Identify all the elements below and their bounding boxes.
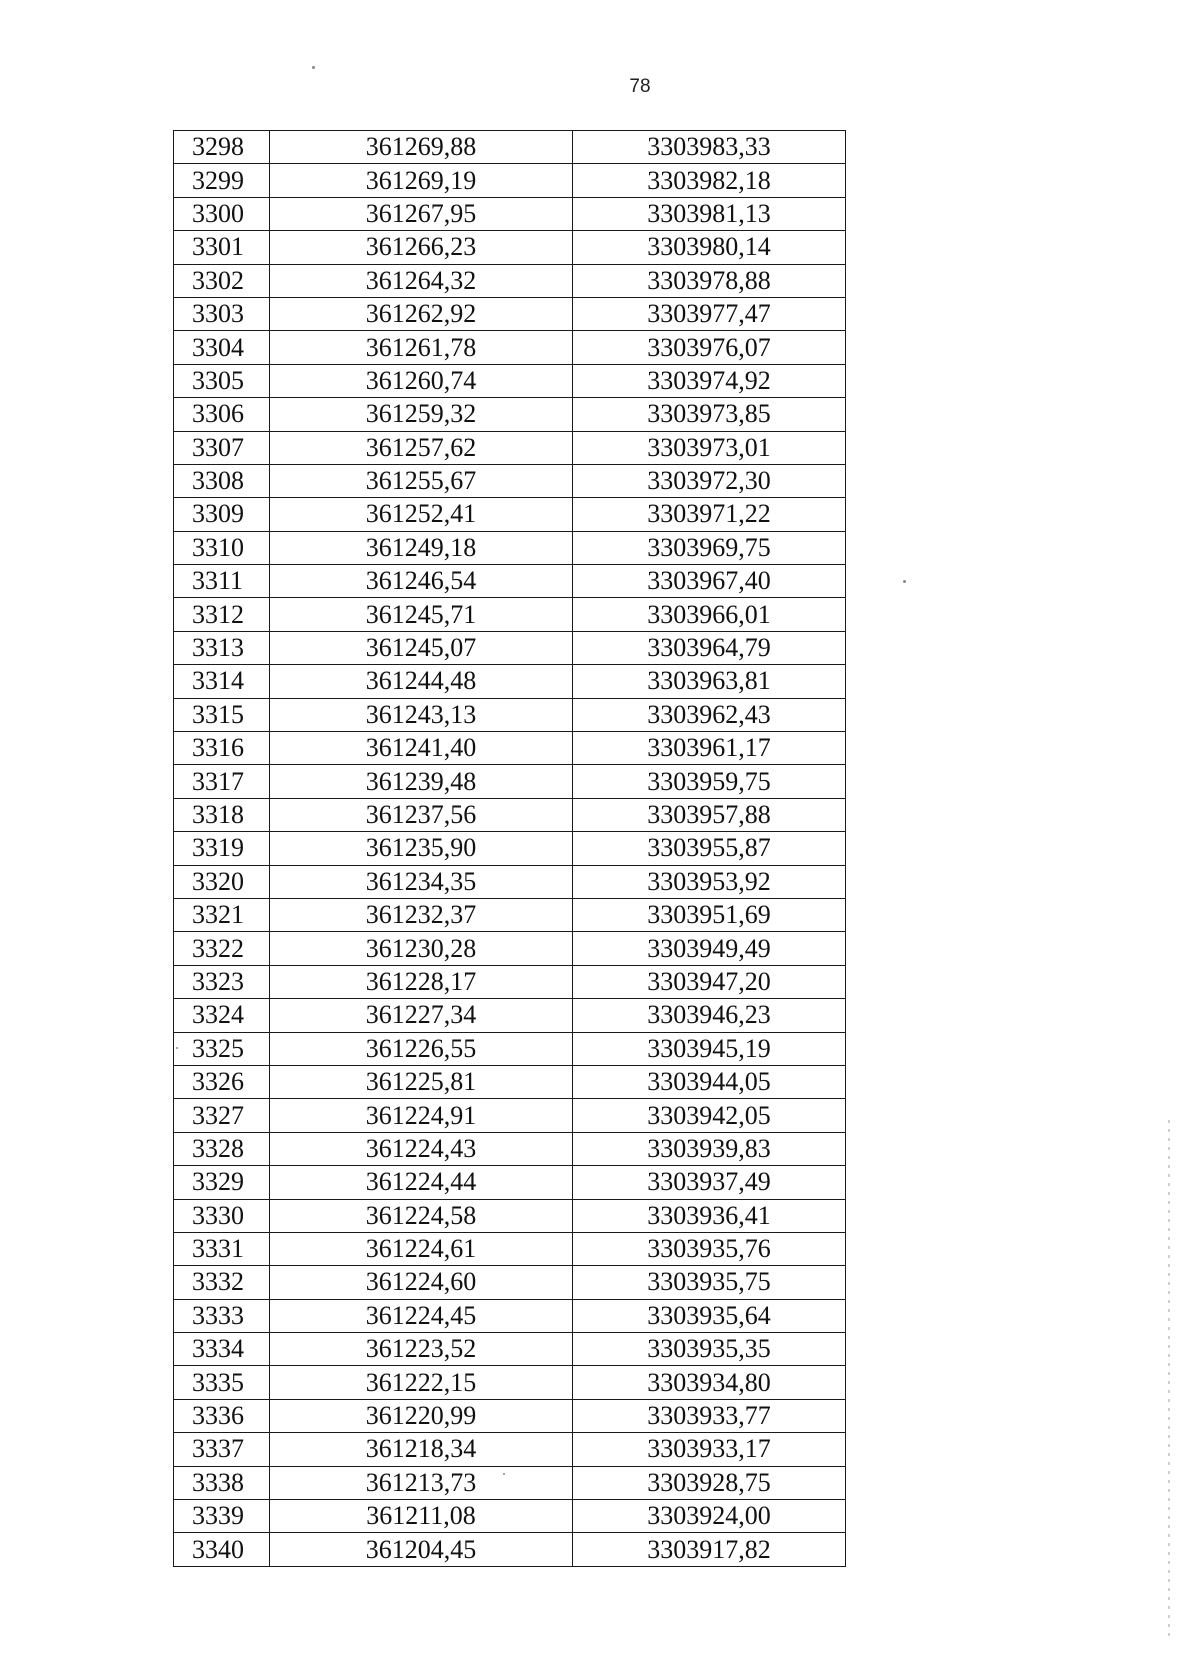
y-coordinate-cell: 3303969,75 bbox=[573, 531, 846, 564]
point-number-cell: 3306 bbox=[174, 398, 270, 431]
table-row bbox=[174, 1299, 846, 1332]
table-row bbox=[174, 1032, 846, 1065]
y-coordinate-cell: 3303946,23 bbox=[573, 999, 846, 1032]
table-row bbox=[174, 798, 846, 831]
x-coordinate-cell: 361225,81 bbox=[270, 1065, 573, 1098]
y-coordinate-cell: 3303928,75 bbox=[573, 1466, 846, 1499]
x-coordinate-cell: 361234,35 bbox=[270, 865, 573, 898]
table-row bbox=[174, 1466, 846, 1499]
x-coordinate-cell: 361213,73 bbox=[270, 1466, 573, 1499]
x-coordinate-cell: 361228,17 bbox=[270, 965, 573, 998]
y-coordinate-cell: 3303967,40 bbox=[573, 565, 846, 598]
point-number-cell: 3331 bbox=[174, 1232, 270, 1265]
table-row bbox=[174, 631, 846, 664]
x-coordinate-cell: 361224,45 bbox=[270, 1299, 573, 1332]
table-row bbox=[174, 1166, 846, 1199]
y-coordinate-cell: 3303935,76 bbox=[573, 1232, 846, 1265]
point-number-cell: 3304 bbox=[174, 331, 270, 364]
table-row bbox=[174, 364, 846, 397]
table-row bbox=[174, 999, 846, 1032]
x-coordinate-cell: 361211,08 bbox=[270, 1500, 573, 1533]
point-number-cell: 3333 bbox=[174, 1299, 270, 1332]
x-coordinate-cell: 361259,32 bbox=[270, 398, 573, 431]
scan-speck bbox=[503, 1473, 505, 1475]
y-coordinate-cell: 3303933,17 bbox=[573, 1433, 846, 1466]
point-number-cell: 3327 bbox=[174, 1099, 270, 1132]
scan-speck bbox=[176, 1047, 178, 1049]
x-coordinate-cell: 361269,19 bbox=[270, 164, 573, 197]
table-row bbox=[174, 1266, 846, 1299]
y-coordinate-cell: 3303973,85 bbox=[573, 398, 846, 431]
table-row bbox=[174, 565, 846, 598]
x-coordinate-cell: 361241,40 bbox=[270, 732, 573, 765]
x-coordinate-cell: 361239,48 bbox=[270, 765, 573, 798]
y-coordinate-cell: 3303959,75 bbox=[573, 765, 846, 798]
point-number-cell: 3332 bbox=[174, 1266, 270, 1299]
point-number-cell: 3321 bbox=[174, 898, 270, 931]
x-coordinate-cell: 361246,54 bbox=[270, 565, 573, 598]
table-row bbox=[174, 1199, 846, 1232]
table-row bbox=[174, 598, 846, 631]
y-coordinate-cell: 3303976,07 bbox=[573, 331, 846, 364]
page-number: 78 bbox=[629, 76, 651, 97]
table-row bbox=[174, 1232, 846, 1265]
x-coordinate-cell: 361266,23 bbox=[270, 231, 573, 264]
y-coordinate-cell: 3303953,92 bbox=[573, 865, 846, 898]
x-coordinate-cell: 361230,28 bbox=[270, 932, 573, 965]
y-coordinate-cell: 3303973,01 bbox=[573, 431, 846, 464]
point-number-cell: 3300 bbox=[174, 197, 270, 230]
point-number-cell: 3303 bbox=[174, 297, 270, 330]
x-coordinate-cell: 361224,44 bbox=[270, 1166, 573, 1199]
y-coordinate-cell: 3303957,88 bbox=[573, 798, 846, 831]
x-coordinate-cell: 361249,18 bbox=[270, 531, 573, 564]
point-number-cell: 3305 bbox=[174, 364, 270, 397]
table-row bbox=[174, 1433, 846, 1466]
y-coordinate-cell: 3303935,64 bbox=[573, 1299, 846, 1332]
y-coordinate-cell: 3303980,14 bbox=[573, 231, 846, 264]
y-coordinate-cell: 3303939,83 bbox=[573, 1132, 846, 1165]
y-coordinate-cell: 3303972,30 bbox=[573, 464, 846, 497]
x-coordinate-cell: 361237,56 bbox=[270, 798, 573, 831]
x-coordinate-cell: 361204,45 bbox=[270, 1533, 573, 1566]
y-coordinate-cell: 3303977,47 bbox=[573, 297, 846, 330]
y-coordinate-cell: 3303961,17 bbox=[573, 732, 846, 765]
x-coordinate-cell: 361245,71 bbox=[270, 598, 573, 631]
point-number-cell: 3298 bbox=[174, 131, 270, 164]
scan-edge-artifact bbox=[1168, 1120, 1170, 1640]
point-number-cell: 3308 bbox=[174, 464, 270, 497]
point-number-cell: 3323 bbox=[174, 965, 270, 998]
x-coordinate-cell: 361267,95 bbox=[270, 197, 573, 230]
point-number-cell: 3336 bbox=[174, 1399, 270, 1432]
table-row bbox=[174, 297, 846, 330]
y-coordinate-cell: 3303951,69 bbox=[573, 898, 846, 931]
table-row bbox=[174, 398, 846, 431]
point-number-cell: 3301 bbox=[174, 231, 270, 264]
point-number-cell: 3319 bbox=[174, 832, 270, 865]
x-coordinate-cell: 361235,90 bbox=[270, 832, 573, 865]
table-row bbox=[174, 164, 846, 197]
table-row bbox=[174, 1099, 846, 1132]
table-row bbox=[174, 698, 846, 731]
point-number-cell: 3299 bbox=[174, 164, 270, 197]
point-number-cell: 3334 bbox=[174, 1333, 270, 1366]
table-row bbox=[174, 1065, 846, 1098]
y-coordinate-cell: 3303917,82 bbox=[573, 1533, 846, 1566]
table-row bbox=[174, 331, 846, 364]
point-number-cell: 3328 bbox=[174, 1132, 270, 1165]
y-coordinate-cell: 3303982,18 bbox=[573, 164, 846, 197]
point-number-cell: 3314 bbox=[174, 665, 270, 698]
x-coordinate-cell: 361224,61 bbox=[270, 1232, 573, 1265]
x-coordinate-cell: 361220,99 bbox=[270, 1399, 573, 1432]
point-number-cell: 3322 bbox=[174, 932, 270, 965]
y-coordinate-cell: 3303955,87 bbox=[573, 832, 846, 865]
table-row bbox=[174, 865, 846, 898]
table-row bbox=[174, 197, 846, 230]
point-number-cell: 3302 bbox=[174, 264, 270, 297]
point-number-cell: 3318 bbox=[174, 798, 270, 831]
point-number-cell: 3315 bbox=[174, 698, 270, 731]
y-coordinate-cell: 3303949,49 bbox=[573, 932, 846, 965]
point-number-cell: 3324 bbox=[174, 999, 270, 1032]
x-coordinate-cell: 361245,07 bbox=[270, 631, 573, 664]
table-row bbox=[174, 231, 846, 264]
coordinates-table-body bbox=[174, 131, 846, 1567]
table-row bbox=[174, 464, 846, 497]
table-row bbox=[174, 264, 846, 297]
table-row bbox=[174, 765, 846, 798]
x-coordinate-cell: 361223,52 bbox=[270, 1333, 573, 1366]
x-coordinate-cell: 361222,15 bbox=[270, 1366, 573, 1399]
table-row bbox=[174, 832, 846, 865]
table-row bbox=[174, 665, 846, 698]
y-coordinate-cell: 3303983,33 bbox=[573, 131, 846, 164]
y-coordinate-cell: 3303944,05 bbox=[573, 1065, 846, 1098]
point-number-cell: 3311 bbox=[174, 565, 270, 598]
point-number-cell: 3320 bbox=[174, 865, 270, 898]
point-number-cell: 3338 bbox=[174, 1466, 270, 1499]
x-coordinate-cell: 361243,13 bbox=[270, 698, 573, 731]
table-row bbox=[174, 1533, 846, 1566]
point-number-cell: 3330 bbox=[174, 1199, 270, 1232]
y-coordinate-cell: 3303962,43 bbox=[573, 698, 846, 731]
y-coordinate-cell: 3303978,88 bbox=[573, 264, 846, 297]
x-coordinate-cell: 361269,88 bbox=[270, 131, 573, 164]
scan-speck bbox=[312, 66, 315, 69]
x-coordinate-cell: 361244,48 bbox=[270, 665, 573, 698]
scan-speck bbox=[903, 580, 906, 583]
x-coordinate-cell: 361224,91 bbox=[270, 1099, 573, 1132]
point-number-cell: 3340 bbox=[174, 1533, 270, 1566]
x-coordinate-cell: 361261,78 bbox=[270, 331, 573, 364]
table-row bbox=[174, 932, 846, 965]
y-coordinate-cell: 3303935,35 bbox=[573, 1333, 846, 1366]
y-coordinate-cell: 3303971,22 bbox=[573, 498, 846, 531]
y-coordinate-cell: 3303933,77 bbox=[573, 1399, 846, 1432]
point-number-cell: 3307 bbox=[174, 431, 270, 464]
point-number-cell: 3317 bbox=[174, 765, 270, 798]
point-number-cell: 3325 bbox=[174, 1032, 270, 1065]
point-number-cell: 3326 bbox=[174, 1065, 270, 1098]
x-coordinate-cell: 361224,58 bbox=[270, 1199, 573, 1232]
x-coordinate-cell: 361232,37 bbox=[270, 898, 573, 931]
table-row bbox=[174, 131, 846, 164]
x-coordinate-cell: 361264,32 bbox=[270, 264, 573, 297]
table-row bbox=[174, 898, 846, 931]
y-coordinate-cell: 3303964,79 bbox=[573, 631, 846, 664]
table-row bbox=[174, 732, 846, 765]
table-row bbox=[174, 1366, 846, 1399]
point-number-cell: 3335 bbox=[174, 1366, 270, 1399]
table-row bbox=[174, 1333, 846, 1366]
y-coordinate-cell: 3303934,80 bbox=[573, 1366, 846, 1399]
table-row bbox=[174, 1399, 846, 1432]
x-coordinate-cell: 361252,41 bbox=[270, 498, 573, 531]
x-coordinate-cell: 361260,74 bbox=[270, 364, 573, 397]
y-coordinate-cell: 3303974,92 bbox=[573, 364, 846, 397]
table-row bbox=[174, 498, 846, 531]
table-row bbox=[174, 431, 846, 464]
y-coordinate-cell: 3303936,41 bbox=[573, 1199, 846, 1232]
x-coordinate-cell: 361255,67 bbox=[270, 464, 573, 497]
point-number-cell: 3339 bbox=[174, 1500, 270, 1533]
point-number-cell: 3312 bbox=[174, 598, 270, 631]
x-coordinate-cell: 361224,60 bbox=[270, 1266, 573, 1299]
x-coordinate-cell: 361257,62 bbox=[270, 431, 573, 464]
x-coordinate-cell: 361226,55 bbox=[270, 1032, 573, 1065]
point-number-cell: 3310 bbox=[174, 531, 270, 564]
point-number-cell: 3329 bbox=[174, 1166, 270, 1199]
table-row bbox=[174, 531, 846, 564]
x-coordinate-cell: 361227,34 bbox=[270, 999, 573, 1032]
y-coordinate-cell: 3303981,13 bbox=[573, 197, 846, 230]
y-coordinate-cell: 3303937,49 bbox=[573, 1166, 846, 1199]
y-coordinate-cell: 3303945,19 bbox=[573, 1032, 846, 1065]
x-coordinate-cell: 361224,43 bbox=[270, 1132, 573, 1165]
table-row bbox=[174, 1132, 846, 1165]
point-number-cell: 3309 bbox=[174, 498, 270, 531]
y-coordinate-cell: 3303924,00 bbox=[573, 1500, 846, 1533]
point-number-cell: 3316 bbox=[174, 732, 270, 765]
y-coordinate-cell: 3303947,20 bbox=[573, 965, 846, 998]
y-coordinate-cell: 3303935,75 bbox=[573, 1266, 846, 1299]
x-coordinate-cell: 361218,34 bbox=[270, 1433, 573, 1466]
table-row bbox=[174, 1500, 846, 1533]
point-number-cell: 3313 bbox=[174, 631, 270, 664]
table-row bbox=[174, 965, 846, 998]
y-coordinate-cell: 3303942,05 bbox=[573, 1099, 846, 1132]
x-coordinate-cell: 361262,92 bbox=[270, 297, 573, 330]
coordinates-table bbox=[173, 130, 846, 1567]
y-coordinate-cell: 3303966,01 bbox=[573, 598, 846, 631]
y-coordinate-cell: 3303963,81 bbox=[573, 665, 846, 698]
point-number-cell: 3337 bbox=[174, 1433, 270, 1466]
